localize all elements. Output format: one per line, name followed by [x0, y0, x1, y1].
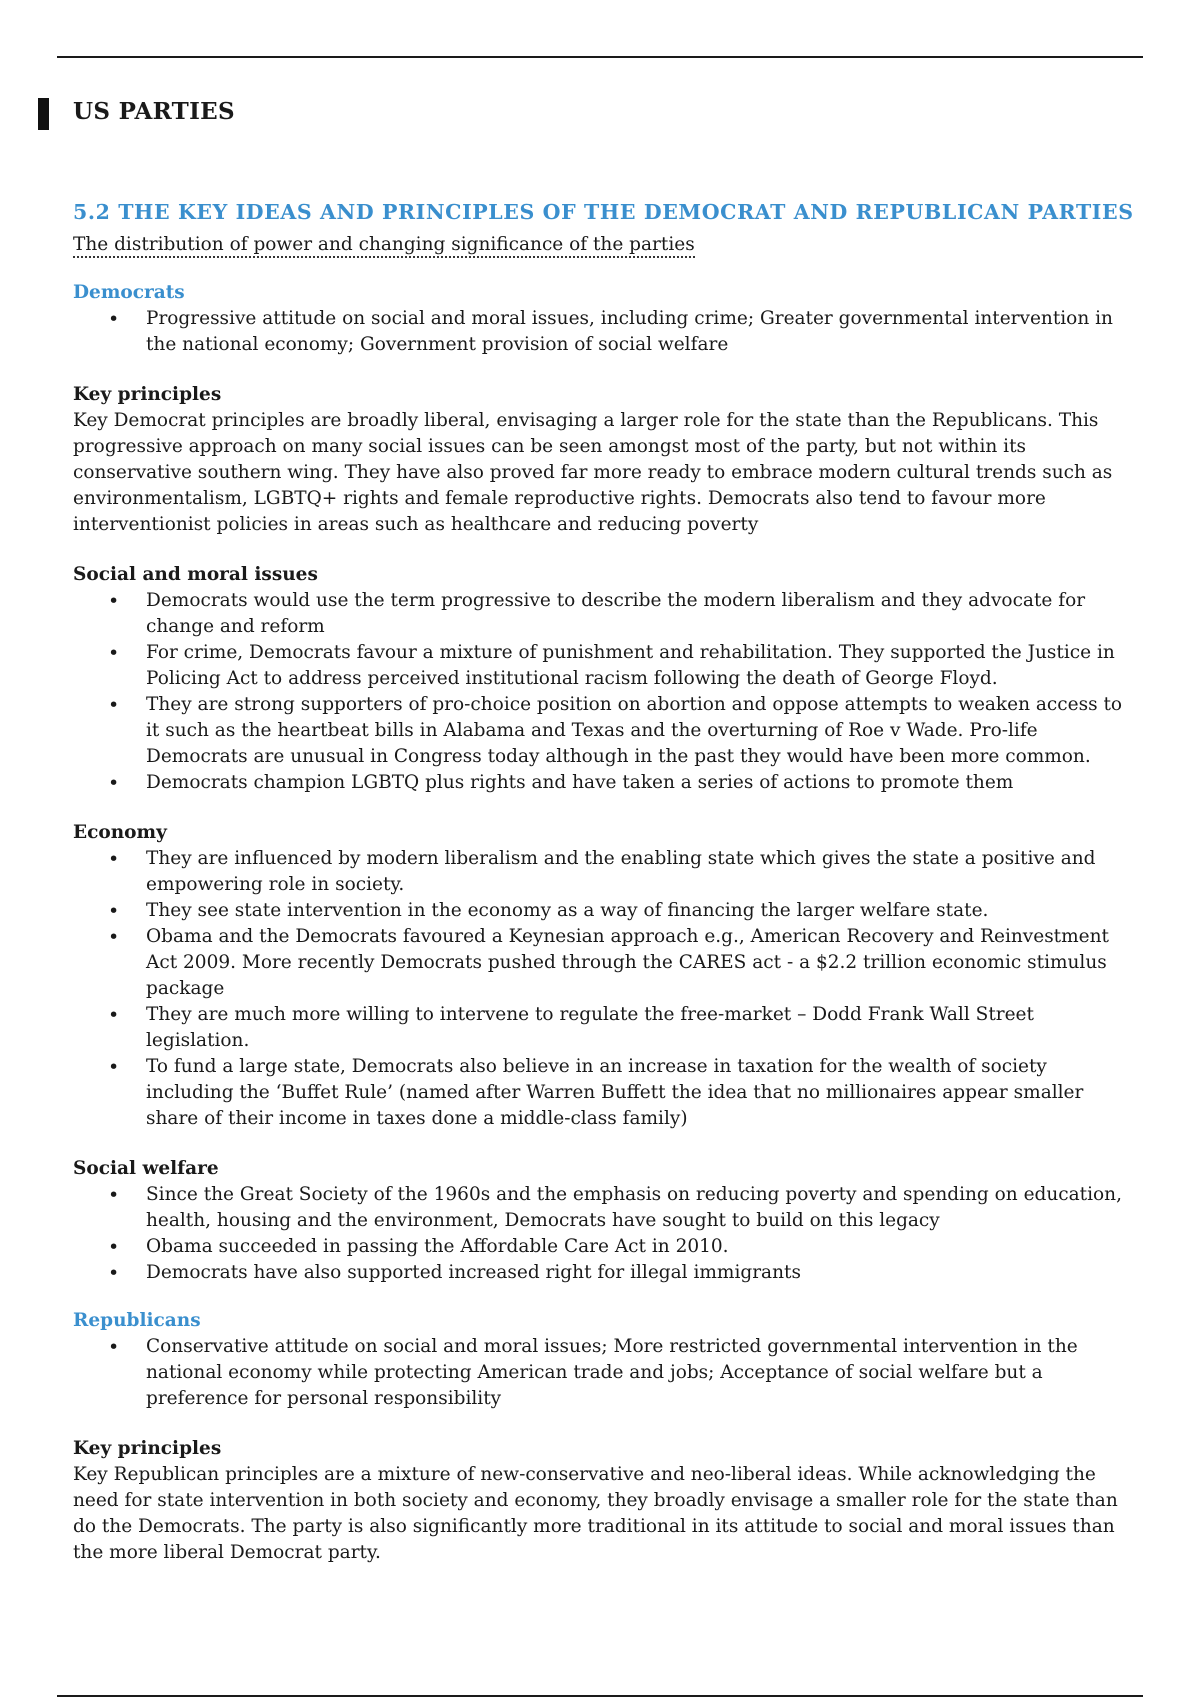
democrats-summary-list: [73, 306, 1133, 358]
list-item: • Since the Great Society of the 1960s and the emphasis on reducing poverty and spending on education, health, housing and the environment, Democrats have sought to build on this legacy: [73, 1182, 1133, 1234]
list-item: • They are influenced by modern liberalism and the enabling state which gives the state a positive and empowering role in society.: [73, 846, 1133, 898]
section-subtitle: The distribution of power and changing significance of the parties: [73, 234, 695, 258]
title-marker-bar: [38, 98, 49, 130]
list-item: • Progressive attitude on social and moral issues, including crime; Greater governmental intervention in the national economy; Government provision of social welfare: [73, 306, 1133, 358]
democrats-key-principles-heading: Key principles: [73, 384, 222, 405]
list-item: • For crime, Democrats favour a mixture of punishment and rehabilitation. They supported the Justice in Policing Act to address perceived institutional racism following the death of George Floyd.: [73, 640, 1133, 692]
section-heading: 5.2 THE KEY IDEAS AND PRINCIPLES OF THE DEMOCRAT AND REPUBLICAN PARTIES: [73, 200, 1134, 224]
list-item: • Democrats would use the term progressive to describe the modern liberalism and they advocate for change and reform: [73, 588, 1133, 640]
list-item: • Obama succeeded in passing the Affordable Care Act in 2010.: [73, 1234, 1133, 1260]
economy-list: [73, 846, 1133, 1132]
republicans-summary-list: [73, 1334, 1133, 1412]
top-rule: [57, 56, 1143, 58]
republicans-key-principles-text: Key Republican principles are a mixture of new-conservative and neo-liberal ideas. While acknowledging the need for state intervention in both society and economy, they broadly envisage a smaller role for the state than do the Democrats. The party is also significantly more traditional in its attitude to social and moral issues than the more liberal Democrat party.: [73, 1464, 1118, 1563]
social-moral-heading: Social and moral issues: [73, 564, 318, 585]
list-item: • They are strong supporters of pro-choice position on abortion and oppose attempts to weaken access to it such as the heartbeat bills in Alabama and Texas and the overturning of Roe v Wade. Pro-life Democrats are unusual in Congress today although in the past they would have been more common.: [73, 692, 1133, 770]
list-item: • Obama and the Democrats favoured a Keynesian approach e.g., American Recovery and Reinvestment Act 2009. More recently Democrats pushed through the CARES act - a $2.2 trillion economic stimulus package: [73, 924, 1133, 1002]
democrats-heading: Democrats: [73, 282, 185, 303]
list-item: • They are much more willing to intervene to regulate the free-market – Dodd Frank Wall Street legislation.: [73, 1002, 1133, 1054]
republicans-heading: Republicans: [73, 1310, 201, 1331]
social-moral-list: [73, 588, 1133, 796]
document-title: US PARTIES: [73, 98, 235, 125]
social-welfare-list: [73, 1182, 1133, 1286]
democrats-key-principles-text: Key Democrat principles are broadly liberal, envisaging a larger role for the state than the Republicans. This progressive approach on many social issues can be seen amongst most of the party, but not within its conservative southern wing. They have also proved far more ready to embrace modern cultural trends such as environmentalism, LGBTQ+ rights and female reproductive rights. Democrats also tend to favour more interventionist policies in areas such as healthcare and reducing poverty: [73, 410, 1113, 535]
list-item: • They see state intervention in the economy as a way of financing the larger welfare state.: [73, 898, 1133, 924]
list-item: • Democrats champion LGBTQ plus rights and have taken a series of actions to promote them: [73, 770, 1133, 796]
document-body: [73, 198, 1133, 1566]
republicans-key-principles-heading: Key principles: [73, 1438, 222, 1459]
list-item: • To fund a large state, Democrats also believe in an increase in taxation for the wealth of society including the ‘Buffet Rule’ (named after Warren Buffett the idea that no millionaires appear smaller share of their income in taxes done a middle-class family): [73, 1054, 1133, 1132]
social-welfare-heading: Social welfare: [73, 1158, 219, 1179]
bottom-rule: [57, 1695, 1143, 1697]
list-item: • Democrats have also supported increased right for illegal immigrants: [73, 1260, 1133, 1286]
economy-heading: Economy: [73, 822, 167, 843]
list-item: • Conservative attitude on social and moral issues; More restricted governmental intervention in the national economy while protecting American trade and jobs; Acceptance of social welfare but a preference for personal responsibility: [73, 1334, 1133, 1412]
